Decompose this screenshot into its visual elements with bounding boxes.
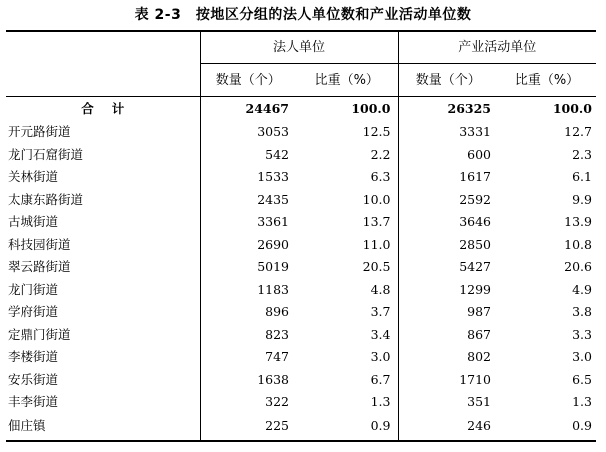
row-name: 太康东路街道 — [6, 189, 200, 212]
activity-count: 3646 — [459, 214, 491, 229]
legal-count: 225 — [200, 414, 296, 441]
row-name: 古城街道 — [6, 211, 200, 234]
table-row — [6, 234, 596, 257]
header-activity-share: 比重（%） — [498, 64, 596, 97]
activity-share: 3.3 — [572, 326, 592, 342]
legal-share: 100.0 — [296, 97, 398, 122]
table-row — [6, 279, 596, 302]
activity-share: 12.7 — [564, 124, 592, 139]
activity-share: 4.9 — [572, 281, 592, 297]
table-row — [6, 391, 596, 414]
legal-count: 2435 — [257, 191, 289, 207]
activity-count: 600 — [467, 146, 491, 162]
activity-share: 100.0 — [552, 100, 592, 116]
header-legal-share: 比重（%） — [296, 64, 398, 97]
activity-share: 6.1 — [572, 169, 592, 184]
activity-count: 2592 — [459, 191, 491, 207]
table-title: 表 2-3 按地区分组的法人单位数和产业活动单位数 — [134, 7, 472, 23]
table-row — [6, 211, 596, 234]
row-name: 学府街道 — [6, 301, 200, 324]
activity-count: 1617 — [459, 169, 491, 184]
table-row — [6, 346, 596, 369]
legal-count: 322 — [265, 394, 289, 409]
row-name: 开元路街道 — [6, 121, 200, 144]
legal-share: 0.9 — [296, 414, 398, 441]
activity-share: 6.5 — [572, 371, 592, 387]
legal-count: 1183 — [257, 281, 289, 297]
legal-share: 6.3 — [296, 166, 398, 189]
activity-count: 867 — [467, 326, 491, 342]
activity-share: 20.6 — [564, 259, 592, 274]
activity-count: 5427 — [459, 259, 491, 274]
legal-share: 4.8 — [296, 279, 398, 302]
header-row-groups — [6, 31, 596, 64]
table-row — [6, 166, 596, 189]
legal-share: 12.5 — [296, 121, 398, 144]
table-row — [6, 369, 596, 392]
activity-share: 1.3 — [572, 394, 592, 409]
activity-count: 1710 — [459, 371, 491, 387]
legal-share: 3.7 — [296, 301, 398, 324]
activity-count: 26325 — [447, 100, 491, 116]
table-row — [6, 301, 596, 324]
table-row — [6, 324, 596, 347]
legal-count: 5019 — [257, 259, 289, 274]
header-activity-count: 数量（个） — [398, 64, 498, 97]
legal-share: 13.7 — [296, 211, 398, 234]
activity-count: 2850 — [459, 236, 491, 252]
row-name: 龙门石窟街道 — [6, 144, 200, 167]
legal-share: 20.5 — [296, 256, 398, 279]
legal-count: 1533 — [257, 169, 289, 184]
activity-count: 246 — [398, 414, 498, 441]
activity-share: 2.3 — [572, 146, 592, 162]
legal-count: 896 — [265, 304, 289, 319]
header-activity-units: 产业活动单位 — [398, 31, 596, 64]
table-row — [6, 414, 596, 441]
row-name: 定鼎门街道 — [6, 324, 200, 347]
activity-count: 987 — [467, 304, 491, 319]
legal-count: 3361 — [257, 214, 289, 229]
row-name: 安乐街道 — [6, 369, 200, 392]
activity-count: 802 — [467, 349, 491, 364]
legal-count: 1638 — [257, 371, 289, 387]
row-name: 李楼街道 — [6, 346, 200, 369]
row-name: 佃庄镇 — [6, 414, 200, 441]
table-row-total — [6, 97, 596, 122]
legal-share: 3.0 — [296, 346, 398, 369]
activity-count: 1299 — [459, 281, 491, 297]
header-region-blank — [6, 31, 200, 97]
header-legal-count: 数量（个） — [200, 64, 296, 97]
activity-share: 3.8 — [572, 304, 592, 319]
table-row — [6, 121, 596, 144]
table-row — [6, 189, 596, 212]
row-name: 关林街道 — [6, 166, 200, 189]
legal-share: 2.2 — [296, 144, 398, 167]
legal-share: 10.0 — [296, 189, 398, 212]
legal-count: 24467 — [245, 100, 289, 116]
activity-share: 9.9 — [572, 191, 592, 207]
activity-share: 10.8 — [564, 236, 592, 252]
activity-share: 3.0 — [572, 349, 592, 364]
legal-share: 6.7 — [296, 369, 398, 392]
row-name: 丰李街道 — [6, 391, 200, 414]
activity-share: 13.9 — [564, 214, 592, 229]
legal-share: 1.3 — [296, 391, 398, 414]
row-name: 合计 — [6, 97, 200, 122]
table-row — [6, 144, 596, 167]
activity-count: 3331 — [459, 124, 491, 139]
activity-share: 0.9 — [498, 414, 596, 441]
legal-share: 3.4 — [296, 324, 398, 347]
row-name: 翠云路街道 — [6, 256, 200, 279]
legal-share: 11.0 — [296, 234, 398, 257]
row-name: 龙门街道 — [6, 279, 200, 302]
legal-count: 823 — [265, 326, 289, 342]
header-legal-units: 法人单位 — [200, 31, 398, 64]
legal-count: 2690 — [257, 236, 289, 252]
table-body — [6, 97, 596, 441]
legal-count: 3053 — [257, 124, 289, 139]
statistics-table — [6, 30, 596, 442]
legal-count: 747 — [265, 349, 289, 364]
table-row — [6, 256, 596, 279]
legal-count: 542 — [265, 146, 289, 162]
activity-count: 351 — [467, 394, 491, 409]
row-name: 科技园街道 — [6, 234, 200, 257]
